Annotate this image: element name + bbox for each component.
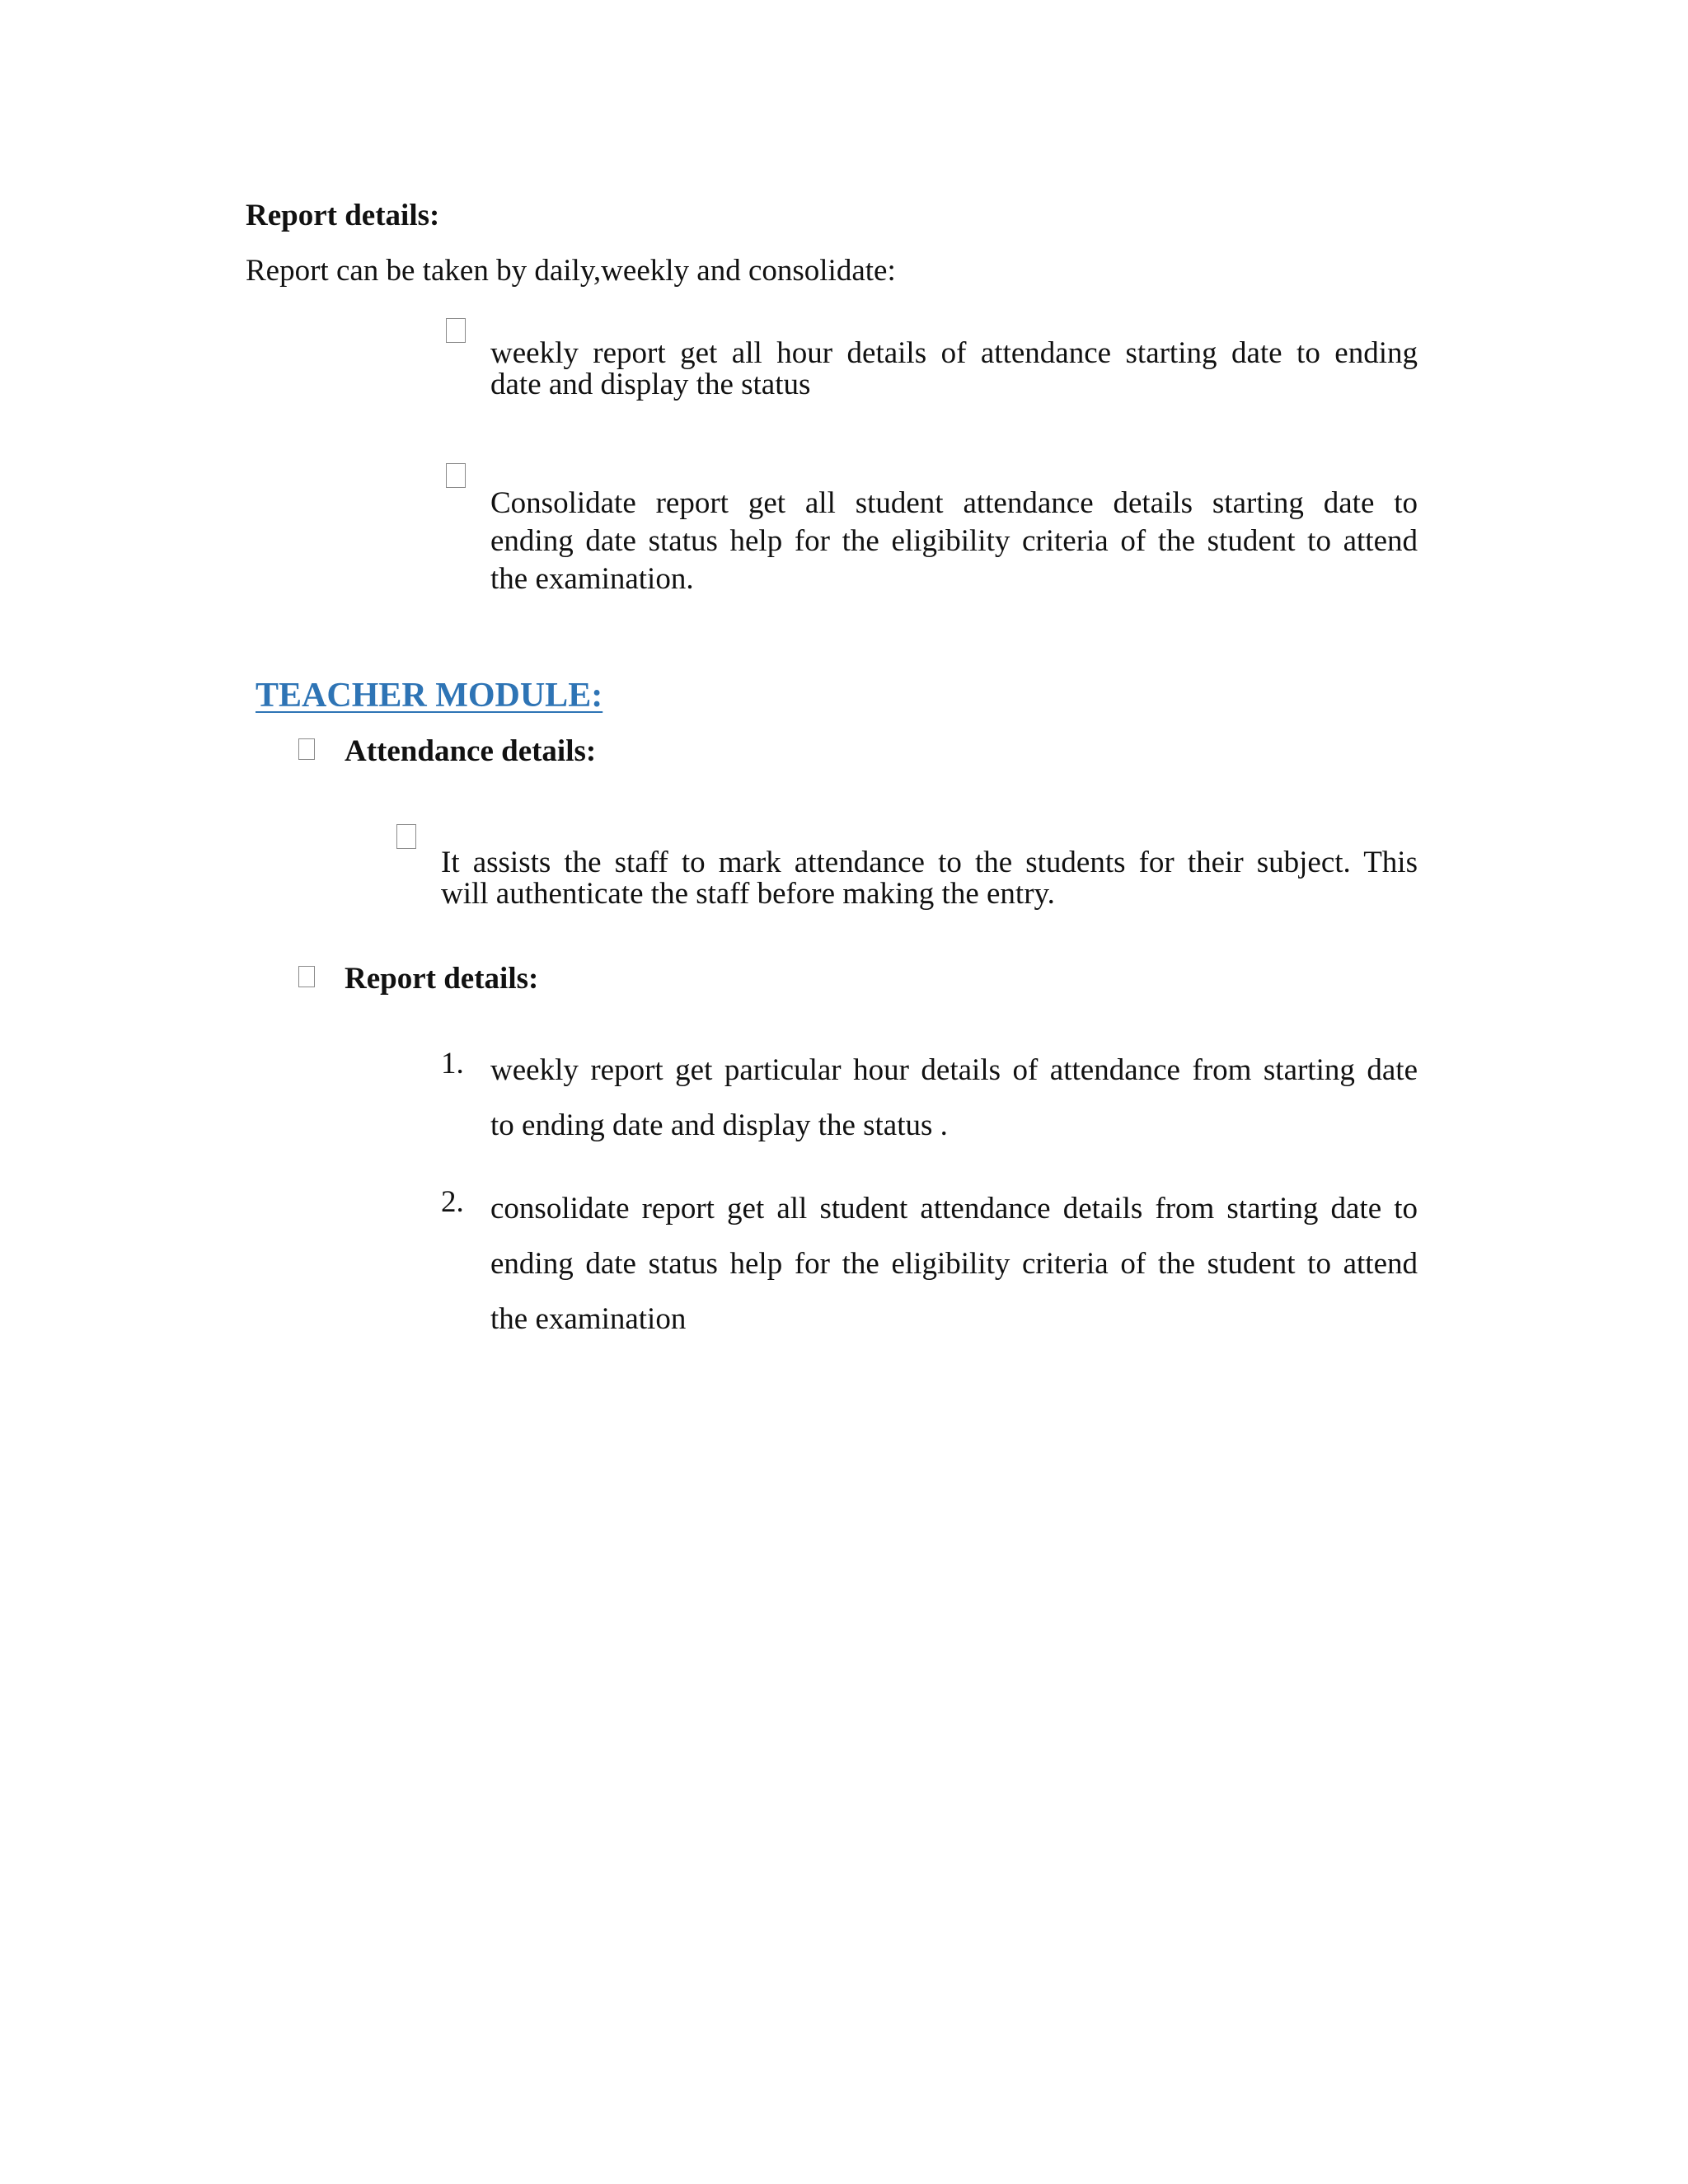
consolidate-report-line-1: Consolidate report get all student attendance details starting date to (490, 486, 1418, 520)
teacher-consolidate-line-1: consolidate report get all student attendance details from starting date to (490, 1192, 1418, 1226)
bullet-box-icon (446, 463, 466, 488)
consolidate-report-paragraph (490, 485, 1418, 598)
bullet-box-icon (396, 824, 416, 849)
report-intro-text: Report can be taken by daily,weekly and consolidate: (246, 254, 896, 288)
teacher-report-details-heading: Report details: (345, 962, 539, 996)
consolidate-report-line-3: the examination. (490, 562, 694, 596)
attendance-line-2: will authenticate the staff before making the entry. (441, 877, 1055, 911)
attendance-details-heading: Attendance details: (345, 734, 597, 768)
list-number: 2. (441, 1185, 464, 1219)
consolidate-report-line-2: ending date status help for the eligibility criteria of the student to attend (490, 524, 1418, 558)
teacher-consolidate-line-2: ending date status help for the eligibility criteria of the student to attend (490, 1247, 1418, 1281)
bullet-box-icon (298, 738, 315, 760)
teacher-consolidate-line-3: the examination (490, 1302, 687, 1336)
report-details-heading: Report details: (246, 199, 440, 232)
teacher-weekly-line-1: weekly report get particular hour details of attendance from starting date (490, 1053, 1418, 1087)
teacher-consolidate-report-paragraph (490, 1181, 1418, 1347)
weekly-report-paragraph (490, 338, 1418, 401)
teacher-module-title: TEACHER MODULE: (256, 677, 603, 715)
bullet-box-icon (298, 966, 315, 987)
teacher-weekly-line-2: to ending date and display the status . (490, 1108, 948, 1142)
attendance-paragraph (441, 847, 1418, 910)
attendance-line-1: It assists the staff to mark attendance to the students for their subject. This (441, 846, 1418, 879)
list-number: 1. (441, 1047, 464, 1080)
weekly-report-line-1: weekly report get all hour details of attendance starting date to ending (490, 336, 1418, 370)
bullet-box-icon (446, 318, 466, 343)
weekly-report-line-2: date and display the status (490, 368, 811, 401)
teacher-weekly-report-paragraph (490, 1043, 1418, 1153)
